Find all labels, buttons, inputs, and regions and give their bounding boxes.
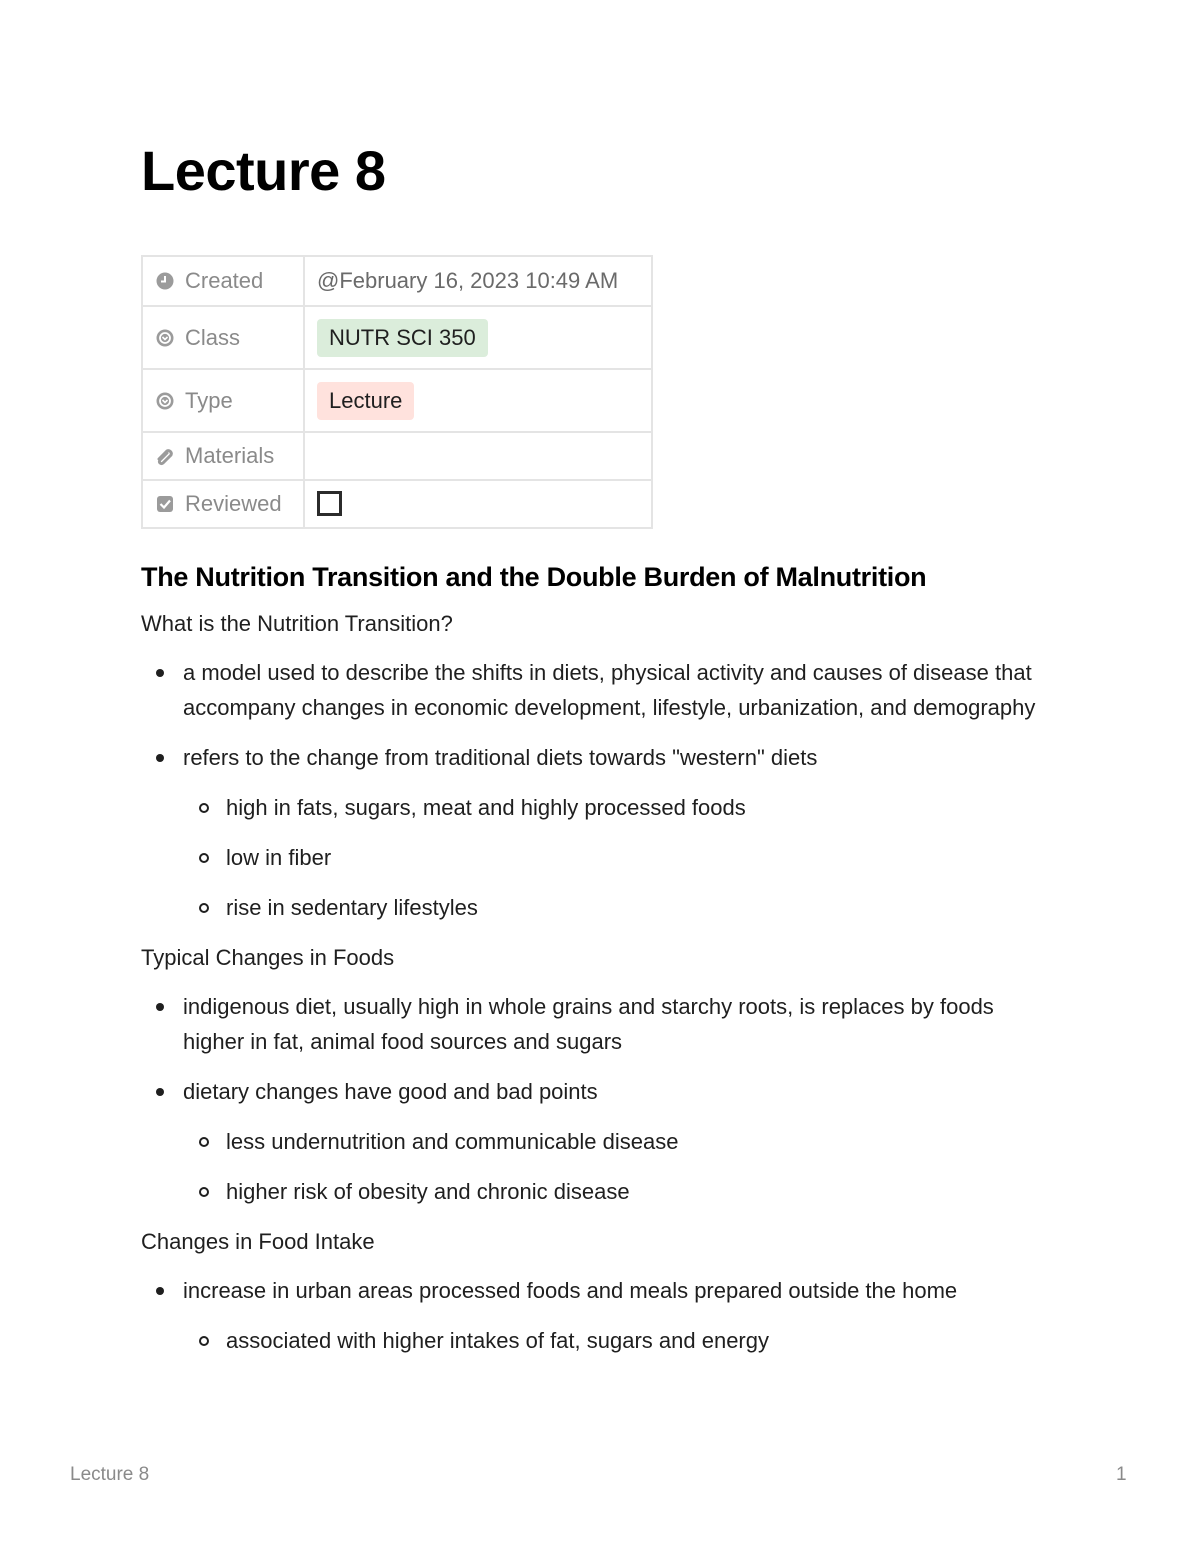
sub-list-item: associated with higher intakes of fat, sugars and energy (226, 1323, 1061, 1358)
sub-list-item: high in fats, sugars, meat and highly processed foods (226, 790, 1061, 825)
select-icon (155, 328, 175, 348)
property-label: Created (185, 268, 264, 293)
bullet-list (141, 655, 1061, 925)
property-label: Type (185, 387, 233, 413)
created-date[interactable]: @February 16, 2023 10:49 AM (317, 268, 619, 293)
footer-title: Lecture 8 (70, 1464, 150, 1485)
property-type (142, 369, 652, 432)
checkbox-icon (155, 494, 175, 514)
property-class (142, 306, 652, 369)
reviewed-checkbox[interactable] (317, 491, 342, 516)
list-item-text: increase in urban areas processed foods and meals prepared outside the home (183, 1278, 958, 1303)
attachment-icon (155, 446, 175, 466)
sub-list-item: low in fiber (226, 840, 1061, 875)
page-title: Lecture 8 (141, 139, 386, 202)
property-reviewed (142, 480, 652, 528)
list-item (183, 1074, 1061, 1209)
property-label: Reviewed (185, 491, 282, 516)
list-item (183, 740, 1061, 925)
property-label: Materials (185, 443, 275, 468)
class-tag[interactable]: NUTR SCI 350 (317, 319, 488, 357)
sub-list-item: less undernutrition and communicable disease (226, 1124, 1061, 1159)
sub-list-item: higher risk of obesity and chronic disease (226, 1174, 1061, 1209)
property-created (142, 256, 652, 306)
property-materials (142, 432, 652, 480)
bullet-list (141, 1273, 1061, 1358)
paragraph: What is the Nutrition Transition? (141, 611, 453, 636)
section-heading: The Nutrition Transition and the Double Burden of Malnutrition (141, 562, 927, 592)
sub-bullet-list (183, 1323, 1061, 1358)
clock-icon (155, 271, 175, 291)
sub-bullet-list (183, 1124, 1061, 1209)
page-number: 1 (1116, 1464, 1127, 1485)
bullet-list (141, 989, 1061, 1209)
select-icon (155, 391, 175, 411)
list-item: a model used to describe the shifts in diets, physical activity and causes of disease that accompany changes in economic development, lifestyle, urbanization, and demography (183, 655, 1061, 725)
list-item: indigenous diet, usually high in whole grains and starchy roots, is replaces by foods higher in fat, animal food sources and sugars (183, 989, 1061, 1059)
page-content (141, 556, 1061, 1373)
sub-list-item: rise in sedentary lifestyles (226, 890, 1061, 925)
properties-table (141, 255, 653, 529)
materials-value[interactable] (304, 432, 652, 480)
property-label: Class (185, 324, 241, 350)
sub-bullet-list (183, 790, 1061, 925)
list-item-text: refers to the change from traditional diets towards "western" diets (183, 745, 818, 770)
type-tag[interactable]: Lecture (317, 382, 414, 420)
paragraph: Typical Changes in Foods (141, 945, 395, 970)
list-item-text: dietary changes have good and bad points (183, 1079, 598, 1104)
paragraph: Changes in Food Intake (141, 1229, 375, 1254)
list-item (183, 1273, 1061, 1358)
